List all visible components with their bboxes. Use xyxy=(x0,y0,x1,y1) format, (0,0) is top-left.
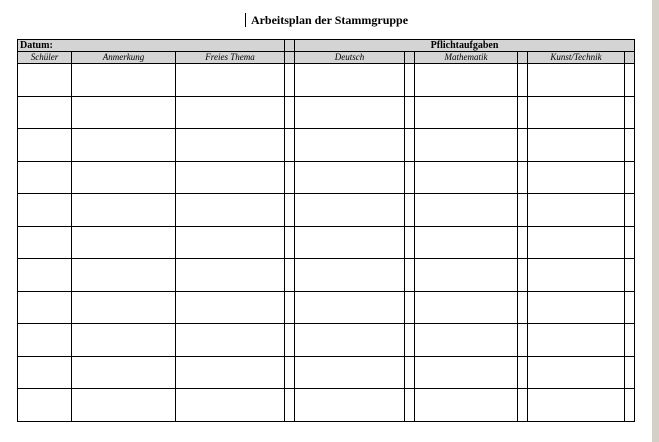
freies-thema-cell[interactable] xyxy=(176,194,285,227)
table-row xyxy=(18,194,635,227)
schueler-cell[interactable] xyxy=(18,161,72,194)
mathematik-cell[interactable] xyxy=(415,161,518,194)
kunst-technik-check-cell[interactable] xyxy=(625,356,635,389)
deutsch-cell[interactable] xyxy=(295,389,405,422)
gap-cell[interactable] xyxy=(285,129,295,162)
kunst-technik-cell[interactable] xyxy=(528,226,625,259)
table-row xyxy=(18,259,635,292)
gap-cell[interactable] xyxy=(285,194,295,227)
deutsch-check-cell[interactable] xyxy=(405,64,415,97)
mathematik-cell[interactable] xyxy=(415,291,518,324)
header-gap-cell[interactable] xyxy=(285,40,295,52)
schueler-cell[interactable] xyxy=(18,324,72,357)
deutsch-cell[interactable] xyxy=(295,161,405,194)
mathematik-check-cell[interactable] xyxy=(518,389,528,422)
deutsch-cell[interactable] xyxy=(295,194,405,227)
table-row xyxy=(18,96,635,129)
mathematik-check-cell[interactable] xyxy=(518,226,528,259)
header-row-columns xyxy=(18,52,635,64)
page-edge xyxy=(652,0,659,442)
document-title[interactable]: Arbeitsplan der Stammgruppe xyxy=(250,13,409,27)
deutsch-check-cell[interactable] xyxy=(405,324,415,357)
kunst-technik-cell[interactable] xyxy=(528,291,625,324)
anmerkung-cell[interactable] xyxy=(72,291,176,324)
col-header-kunst-technik[interactable]: Kunst/Technik xyxy=(528,52,625,64)
col-header-anmerkung[interactable]: Anmerkung xyxy=(72,52,176,64)
mathematik-check-cell[interactable] xyxy=(518,259,528,292)
gap-cell[interactable] xyxy=(285,226,295,259)
anmerkung-cell[interactable] xyxy=(72,129,176,162)
deutsch-cell[interactable] xyxy=(295,129,405,162)
anmerkung-cell[interactable] xyxy=(72,226,176,259)
mathematik-check-cell[interactable] xyxy=(518,161,528,194)
mathematik-check-cell[interactable] xyxy=(518,96,528,129)
anmerkung-cell[interactable] xyxy=(72,356,176,389)
anmerkung-cell[interactable] xyxy=(72,96,176,129)
freies-thema-cell[interactable] xyxy=(176,356,285,389)
deutsch-check-cell[interactable] xyxy=(405,96,415,129)
mathematik-cell[interactable] xyxy=(415,64,518,97)
deutsch-cell[interactable] xyxy=(295,64,405,97)
kunst-technik-check-cell[interactable] xyxy=(625,259,635,292)
deutsch-check-cell[interactable] xyxy=(405,226,415,259)
pflichtaufgaben-label[interactable]: Pflichtaufgaben xyxy=(295,40,635,52)
table-row xyxy=(18,324,635,357)
deutsch-check-cell[interactable] xyxy=(405,389,415,422)
deutsch-check-cell[interactable] xyxy=(405,194,415,227)
table-row xyxy=(18,291,635,324)
schueler-cell[interactable] xyxy=(18,194,72,227)
freies-thema-cell[interactable] xyxy=(176,129,285,162)
kunst-technik-cell[interactable] xyxy=(528,194,625,227)
mathematik-cell[interactable] xyxy=(415,129,518,162)
table-row xyxy=(18,389,635,422)
gap-cell[interactable] xyxy=(285,259,295,292)
col-header-mathematik[interactable]: Mathematik xyxy=(415,52,518,64)
table-row xyxy=(18,129,635,162)
kunst-technik-check-cell[interactable] xyxy=(625,226,635,259)
mathematik-check-cell[interactable] xyxy=(518,64,528,97)
anmerkung-cell[interactable] xyxy=(72,259,176,292)
deutsch-check-cell[interactable] xyxy=(405,291,415,324)
anmerkung-cell[interactable] xyxy=(72,161,176,194)
deutsch-cell[interactable] xyxy=(295,356,405,389)
col-header-gap[interactable] xyxy=(285,52,295,64)
work-plan-table[interactable] xyxy=(17,39,635,422)
anmerkung-cell[interactable] xyxy=(72,324,176,357)
mathematik-check-cell[interactable] xyxy=(518,194,528,227)
schueler-cell[interactable] xyxy=(18,129,72,162)
freies-thema-cell[interactable] xyxy=(176,259,285,292)
mathematik-cell[interactable] xyxy=(415,194,518,227)
kunst-technik-cell[interactable] xyxy=(528,389,625,422)
deutsch-check-cell[interactable] xyxy=(405,129,415,162)
gap-cell[interactable] xyxy=(285,356,295,389)
schueler-cell[interactable] xyxy=(18,64,72,97)
deutsch-check-cell[interactable] xyxy=(405,356,415,389)
mathematik-check-cell[interactable] xyxy=(518,324,528,357)
mathematik-check-cell[interactable] xyxy=(518,291,528,324)
table-row xyxy=(18,226,635,259)
kunst-technik-check-cell[interactable] xyxy=(625,291,635,324)
freies-thema-cell[interactable] xyxy=(176,96,285,129)
mathematik-check-cell[interactable] xyxy=(518,356,528,389)
header-row-top xyxy=(18,40,635,52)
kunst-technik-cell[interactable] xyxy=(528,96,625,129)
freies-thema-cell[interactable] xyxy=(176,161,285,194)
deutsch-cell[interactable] xyxy=(295,259,405,292)
col-header-deutsch-check[interactable] xyxy=(405,52,415,64)
anmerkung-cell[interactable] xyxy=(72,194,176,227)
kunst-technik-cell[interactable] xyxy=(528,161,625,194)
col-header-deutsch[interactable]: Deutsch xyxy=(295,52,405,64)
kunst-technik-cell[interactable] xyxy=(528,259,625,292)
mathematik-cell[interactable] xyxy=(415,356,518,389)
deutsch-cell[interactable] xyxy=(295,226,405,259)
table-row xyxy=(18,64,635,97)
mathematik-check-cell[interactable] xyxy=(518,129,528,162)
kunst-technik-check-cell[interactable] xyxy=(625,64,635,97)
deutsch-cell[interactable] xyxy=(295,291,405,324)
kunst-technik-check-cell[interactable] xyxy=(625,161,635,194)
freies-thema-cell[interactable] xyxy=(176,324,285,357)
schueler-cell[interactable] xyxy=(18,356,72,389)
deutsch-check-cell[interactable] xyxy=(405,259,415,292)
kunst-technik-check-cell[interactable] xyxy=(625,96,635,129)
kunst-technik-check-cell[interactable] xyxy=(625,129,635,162)
text-cursor xyxy=(245,13,246,27)
kunst-technik-check-cell[interactable] xyxy=(625,389,635,422)
schueler-cell[interactable] xyxy=(18,226,72,259)
kunst-technik-cell[interactable] xyxy=(528,129,625,162)
kunst-technik-check-cell[interactable] xyxy=(625,194,635,227)
col-header-kunst-technik-check[interactable] xyxy=(625,52,635,64)
kunst-technik-cell[interactable] xyxy=(528,356,625,389)
mathematik-cell[interactable] xyxy=(415,226,518,259)
gap-cell[interactable] xyxy=(285,96,295,129)
mathematik-cell[interactable] xyxy=(415,389,518,422)
schueler-cell[interactable] xyxy=(18,291,72,324)
datum-label[interactable]: Datum: xyxy=(18,40,285,52)
schueler-cell[interactable] xyxy=(18,259,72,292)
freies-thema-cell[interactable] xyxy=(176,291,285,324)
gap-cell[interactable] xyxy=(285,291,295,324)
table-row xyxy=(18,161,635,194)
deutsch-check-cell[interactable] xyxy=(405,161,415,194)
col-header-schueler[interactable]: Schüler xyxy=(18,52,72,64)
gap-cell[interactable] xyxy=(285,324,295,357)
gap-cell[interactable] xyxy=(285,161,295,194)
kunst-technik-cell[interactable] xyxy=(528,324,625,357)
kunst-technik-check-cell[interactable] xyxy=(625,324,635,357)
freies-thema-cell[interactable] xyxy=(176,226,285,259)
gap-cell[interactable] xyxy=(285,389,295,422)
mathematik-cell[interactable] xyxy=(415,324,518,357)
mathematik-cell[interactable] xyxy=(415,96,518,129)
schueler-cell[interactable] xyxy=(18,96,72,129)
deutsch-cell[interactable] xyxy=(295,96,405,129)
deutsch-cell[interactable] xyxy=(295,324,405,357)
mathematik-cell[interactable] xyxy=(415,259,518,292)
schueler-cell[interactable] xyxy=(18,389,72,422)
anmerkung-cell[interactable] xyxy=(72,64,176,97)
freies-thema-cell[interactable] xyxy=(176,64,285,97)
freies-thema-cell[interactable] xyxy=(176,389,285,422)
col-header-mathematik-check[interactable] xyxy=(518,52,528,64)
kunst-technik-cell[interactable] xyxy=(528,64,625,97)
table-row xyxy=(18,356,635,389)
col-header-freies-thema[interactable]: Freies Thema xyxy=(176,52,285,64)
gap-cell[interactable] xyxy=(285,64,295,97)
anmerkung-cell[interactable] xyxy=(72,389,176,422)
